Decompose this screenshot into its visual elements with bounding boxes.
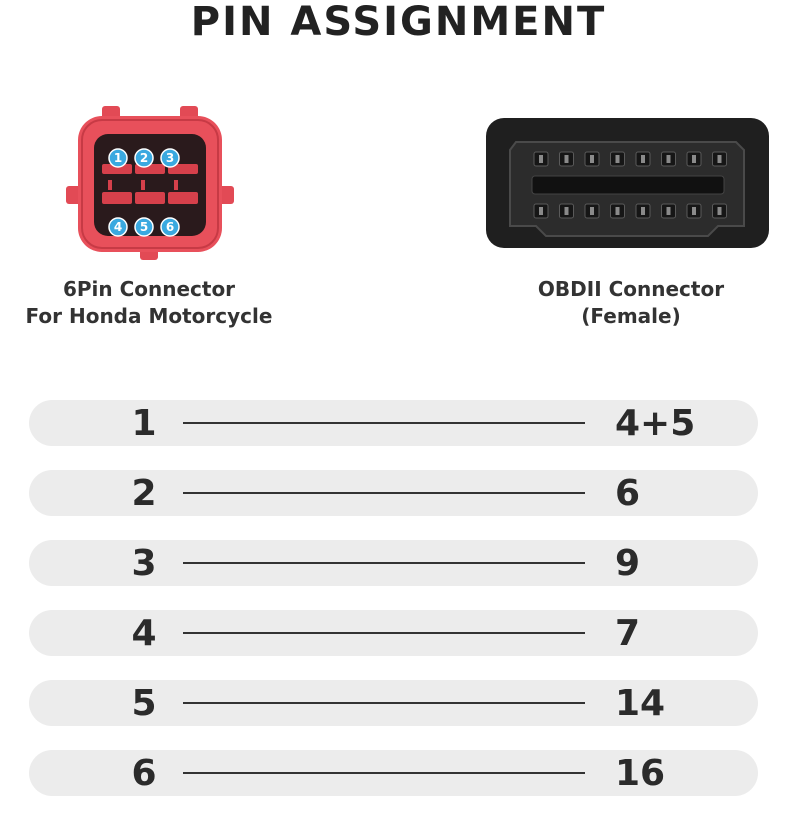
obdii-connector-image (486, 118, 769, 248)
pin-label-3: 3 (165, 151, 175, 165)
wire-line (183, 492, 585, 494)
pin-label-5: 5 (139, 220, 149, 234)
mapping-row (29, 540, 758, 586)
obd-center-slot (532, 176, 724, 194)
obd-pin-contact-metal (641, 155, 645, 163)
pin-label-2: 2 (139, 151, 149, 165)
obd-pin: 9 (615, 543, 641, 584)
honda-connector-caption (18, 276, 280, 330)
obd-pin-contact-metal (539, 207, 543, 215)
honda-pin: 6 (131, 753, 157, 794)
pin-label-6: 6 (165, 220, 175, 234)
obd-pin-contact-metal (616, 207, 620, 215)
obd-pin-contact-metal (718, 207, 722, 215)
page-title: PIN ASSIGNMENT (190, 0, 607, 45)
mapping-row (29, 400, 758, 446)
obd-pin-contact-metal (565, 207, 569, 215)
wire-line (183, 702, 585, 704)
honda-pin: 5 (131, 683, 157, 724)
obd-pin-contact-metal (718, 155, 722, 163)
honda-caption-line1: 6Pin Connector (62, 277, 236, 301)
obd-pin-contact-metal (565, 155, 569, 163)
pin-label-1: 1 (113, 151, 123, 165)
honda-pin: 2 (131, 473, 157, 514)
obdii-connector-caption (520, 276, 742, 330)
honda-6pin-connector-image (62, 104, 238, 262)
obd-pin: 7 (615, 613, 641, 654)
mapping-row (29, 610, 758, 656)
mapping-row (29, 680, 758, 726)
obd-pin: 4+5 (615, 403, 696, 444)
obd-pin-contact-metal (539, 155, 543, 163)
obdii-caption-line1: OBDII Connector (537, 277, 725, 301)
wire-line (183, 772, 585, 774)
honda-caption-line2: For Honda Motorcycle (25, 304, 273, 328)
wire-line (183, 562, 585, 564)
obd-pin: 6 (615, 473, 641, 514)
honda-pin: 3 (131, 543, 157, 584)
pin-label-4: 4 (113, 220, 123, 234)
mapping-row (29, 470, 758, 516)
obdii-caption-line2: (Female) (581, 304, 681, 328)
wire-line (183, 422, 585, 424)
obd-pin-contact-metal (590, 155, 594, 163)
pin-mapping-table (29, 400, 758, 820)
obd-pin-contact-metal (667, 207, 671, 215)
obd-pin-contact-metal (667, 155, 671, 163)
obd-pin-contact-metal (590, 207, 594, 215)
wire-line (183, 632, 585, 634)
obd-pin-contact-metal (692, 155, 696, 163)
obd-pin-contact-metal (641, 207, 645, 215)
mapping-row (29, 750, 758, 796)
obd-pin-contact-metal (692, 207, 696, 215)
honda-pin: 4 (131, 613, 157, 654)
obd-pin-contact-metal (616, 155, 620, 163)
obd-pin: 16 (615, 753, 666, 794)
obd-pin: 14 (615, 683, 666, 724)
honda-pin: 1 (131, 403, 157, 444)
